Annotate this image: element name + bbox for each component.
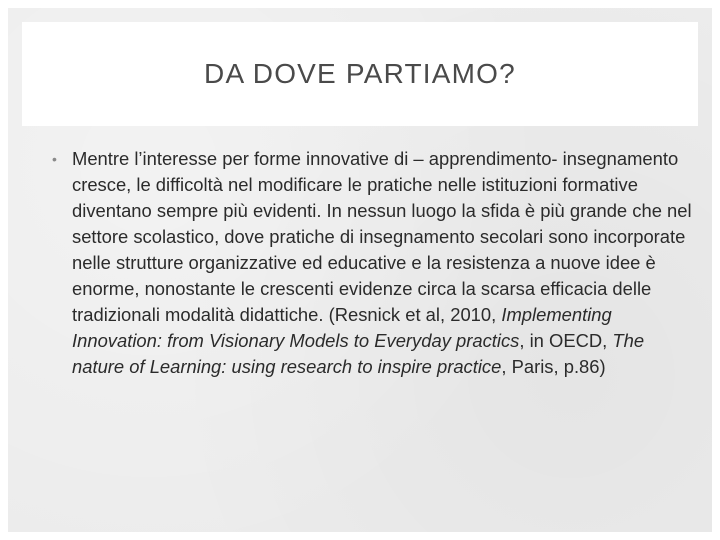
- citation-title-1: Implementing Innovation: from Visionary Models to Everyday practics: [72, 304, 612, 351]
- slide: [8, 8, 712, 532]
- slide-body: [52, 146, 692, 380]
- paragraph-text-1: Mentre l’interesse per forme innovative di – apprendimento- insegnamento cresce, le difficoltà nel modificare le pratiche nelle istituzioni formative diventano sempre più evidenti. In nessun luogo la sfida è più grande che nel settore scolastico, dove pratiche di insegnamento secolari sono incorporate nelle strutture organizzative ed educative e la resistenza a nuove idee è enorme, nonostante le crescenti evidenze circa la scarsa efficacia delle tradizionali modalità didattiche. (Resnick et al, 2010,: [72, 148, 692, 325]
- bullet-paragraph: [72, 146, 692, 380]
- citation-title-2: The nature of Learning: using research to inspire practice: [72, 330, 645, 377]
- paragraph-text-2: , in OECD,: [519, 330, 613, 351]
- title-box: [22, 22, 698, 126]
- bullet-icon: •: [52, 151, 57, 167]
- slide-title: DA DOVE PARTIAMO?: [204, 58, 516, 89]
- paragraph-text-3: , Paris, p.86): [501, 356, 606, 377]
- bullet-item: [52, 146, 692, 380]
